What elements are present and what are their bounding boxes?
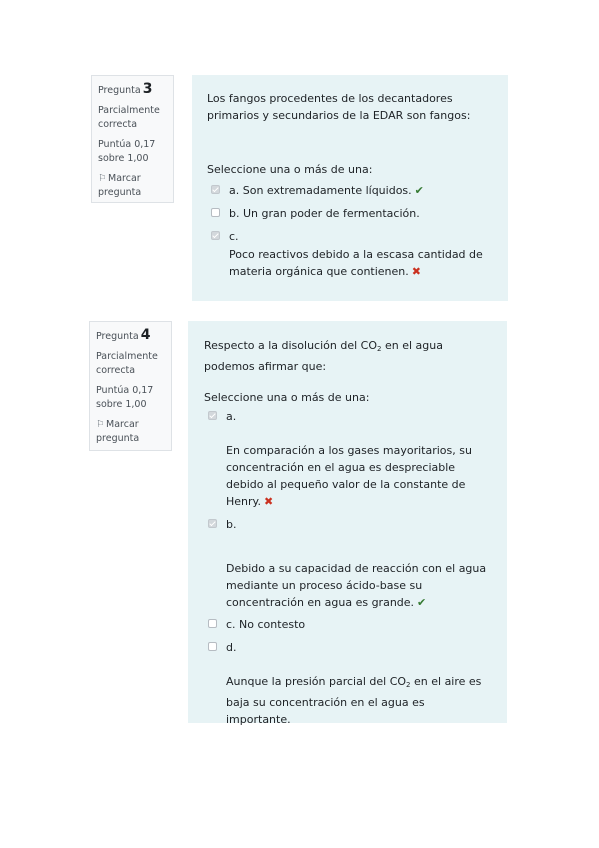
option-d-checkbox[interactable] xyxy=(208,642,217,651)
question-grade-line1: Puntúa 0,17 xyxy=(98,139,156,150)
question-state: Parcialmente correcta xyxy=(98,105,160,130)
option-a-checkbox[interactable] xyxy=(208,411,217,420)
incorrect-x-icon: ✖ xyxy=(411,265,421,278)
question-label: Pregunta xyxy=(98,85,141,96)
question-4-info xyxy=(89,321,172,451)
answer-option-a[interactable] xyxy=(207,182,490,199)
option-text: No contesto xyxy=(239,618,306,631)
option-text: Son extremadamente líquidos. xyxy=(242,184,412,197)
flag-icon: ⚐ xyxy=(96,419,105,430)
option-text: Poco reactivos debido a la escasa cantidad de materia orgánica que contienen. xyxy=(229,248,483,278)
flag-question-label: Marcar pregunta xyxy=(96,419,140,444)
option-letter: c. xyxy=(229,230,239,243)
answer-option-d[interactable] xyxy=(204,639,491,728)
flag-question-link[interactable] xyxy=(98,172,167,200)
option-b-checkbox[interactable] xyxy=(211,208,220,217)
question-3-content xyxy=(192,75,508,301)
option-letter: b. xyxy=(226,518,237,531)
incorrect-x-icon: ✖ xyxy=(263,495,274,508)
question-grade-line2: sobre 1,00 xyxy=(96,399,147,410)
option-letter: d. xyxy=(226,641,237,654)
option-text-part2: en el aire es baja su concentración en el agua es importante. xyxy=(226,675,482,726)
question-4-heading xyxy=(96,328,165,344)
question-3-heading xyxy=(98,82,167,98)
answer-option-b[interactable] xyxy=(204,516,491,611)
option-text-part1: Aunque la presión parcial del CO xyxy=(226,675,407,688)
answer-prompt: Seleccione una o más de una: xyxy=(207,163,373,176)
option-b-checkbox[interactable] xyxy=(208,519,217,528)
question-grade-line1: Puntúa 0,17 xyxy=(96,385,154,396)
option-letter: a. xyxy=(226,410,237,423)
correct-check-icon: ✔ xyxy=(414,184,424,197)
question-text-part1: Respecto a la disolución del CO xyxy=(204,339,377,352)
flag-question-link[interactable] xyxy=(96,418,165,446)
answer-options xyxy=(204,408,491,728)
subscript: 2 xyxy=(377,345,382,353)
option-letter: c. xyxy=(226,618,236,631)
question-4-content xyxy=(188,321,507,726)
option-letter: b. xyxy=(229,207,240,220)
question-label: Pregunta xyxy=(96,331,139,342)
option-text: Debido a su capacidad de reacción con el agua mediante un proceso ácido-base su concentración en agua es grande. xyxy=(226,562,487,609)
answer-option-c[interactable] xyxy=(204,616,491,633)
question-text: Los fangos procedentes de los decantadores primarios y secundarios de la EDAR son fangos: xyxy=(207,92,471,122)
question-text-part2: en el agua podemos afirmar que: xyxy=(204,339,443,373)
option-text: En comparación a los gases mayoritarios, su concentración en el agua es despreciable debido al pequeño valor de la constante de Henry. xyxy=(226,444,472,508)
answer-option-a[interactable] xyxy=(204,408,491,510)
option-letter: a. xyxy=(229,184,240,197)
question-3-info xyxy=(91,75,174,203)
flag-question-label: Marcar pregunta xyxy=(98,173,142,198)
correct-check-icon: ✔ xyxy=(417,596,427,609)
question-grade-line2: sobre 1,00 xyxy=(98,153,149,164)
option-c-checkbox[interactable] xyxy=(211,231,220,240)
answer-option-b[interactable] xyxy=(207,205,490,222)
question-state: Parcialmente correcta xyxy=(96,351,158,376)
answer-prompt: Seleccione una o más de una: xyxy=(204,391,370,404)
flag-icon: ⚐ xyxy=(98,173,107,184)
question-number: 3 xyxy=(142,81,153,97)
question-number: 4 xyxy=(140,327,151,343)
answer-option-c[interactable] xyxy=(207,228,490,280)
option-text: Un gran poder de fermentación. xyxy=(242,207,420,220)
option-a-checkbox[interactable] xyxy=(211,185,220,194)
subscript: 2 xyxy=(406,681,411,689)
question-text xyxy=(204,337,491,375)
answer-options xyxy=(207,182,490,280)
option-c-checkbox[interactable] xyxy=(208,619,217,628)
